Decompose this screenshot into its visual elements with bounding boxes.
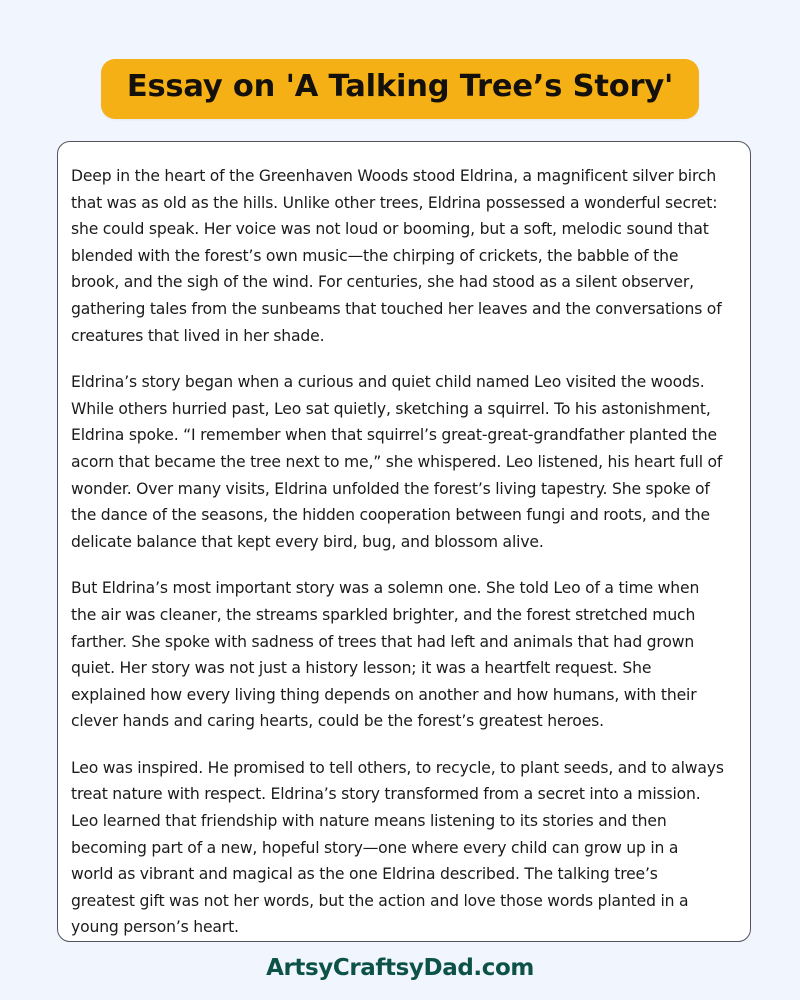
essay-paragraph-3: But Eldrina’s most important story was a solemn one. She told Leo of a time when the air was cleaner, the streams sparkled brighter, and the forest stretched much farther. She spoke with sadness of trees that had left and animals that had grown quiet. Her story was not just a history lesson; it was a heartfelt request. She explained how every living thing depends on another and how humans, with their clever hands and caring hearts, could be the forest’s greatest heroes.: [71, 579, 700, 731]
essay-paragraph-4: Leo was inspired. He promised to tell others, to recycle, to plant seeds, and to always treat nature with respect. Eldrina’s story transformed from a secret into a mission. Leo learned that friendship with nature means listening to its stories and then becoming part of a new, hopeful story—one where every child can grow up in a world as vibrant and magical as the one Eldrina described. The talking tree’s greatest gift was not her words, but the action and love those words planted in a young person’s heart.: [71, 758, 724, 937]
essay-paragraph-1: Deep in the heart of the Greenhaven Woods stood Eldrina, a magnificent silver birch that was as old as the hills. Unlike other trees, Eldrina possessed a wonderful secret: she could speak. Her voice was not loud or booming, but a soft, melodic sound that blended with the forest’s own music—the chirping of crickets, the babble of the brook, and the sigh of the wind. For centuries, she had stood as a silent observer, gathering tales from the sunbeams that touched her leaves and the conversations of creatures that lived in her shade.: [71, 167, 722, 345]
essay-card: [57, 141, 751, 942]
title-banner-container: [0, 59, 800, 119]
page-title: Essay on 'A Talking Tree’s Story': [126, 69, 674, 105]
title-banner: [101, 59, 699, 119]
essay-paragraph-2: Eldrina’s story began when a curious and quiet child named Leo visited the woods. While others hurried past, Leo sat quietly, sketching a squirrel. To his astonishment, Eldrina spoke. “I remember when that squirrel’s great-great-grandfather planted the acorn that became the tree next to me,” she whispered. Leo listened, his heart full of wonder. Over many visits, Eldrina unfolded the forest’s living tapestry. She spoke of the dance of the seasons, the hidden cooperation between fungi and roots, and the delicate balance that kept every bird, bug, and blossom alive.: [71, 373, 723, 551]
site-brand-footer: ArtsyCraftsyDad.com: [266, 955, 534, 981]
essay-body: [71, 163, 725, 941]
